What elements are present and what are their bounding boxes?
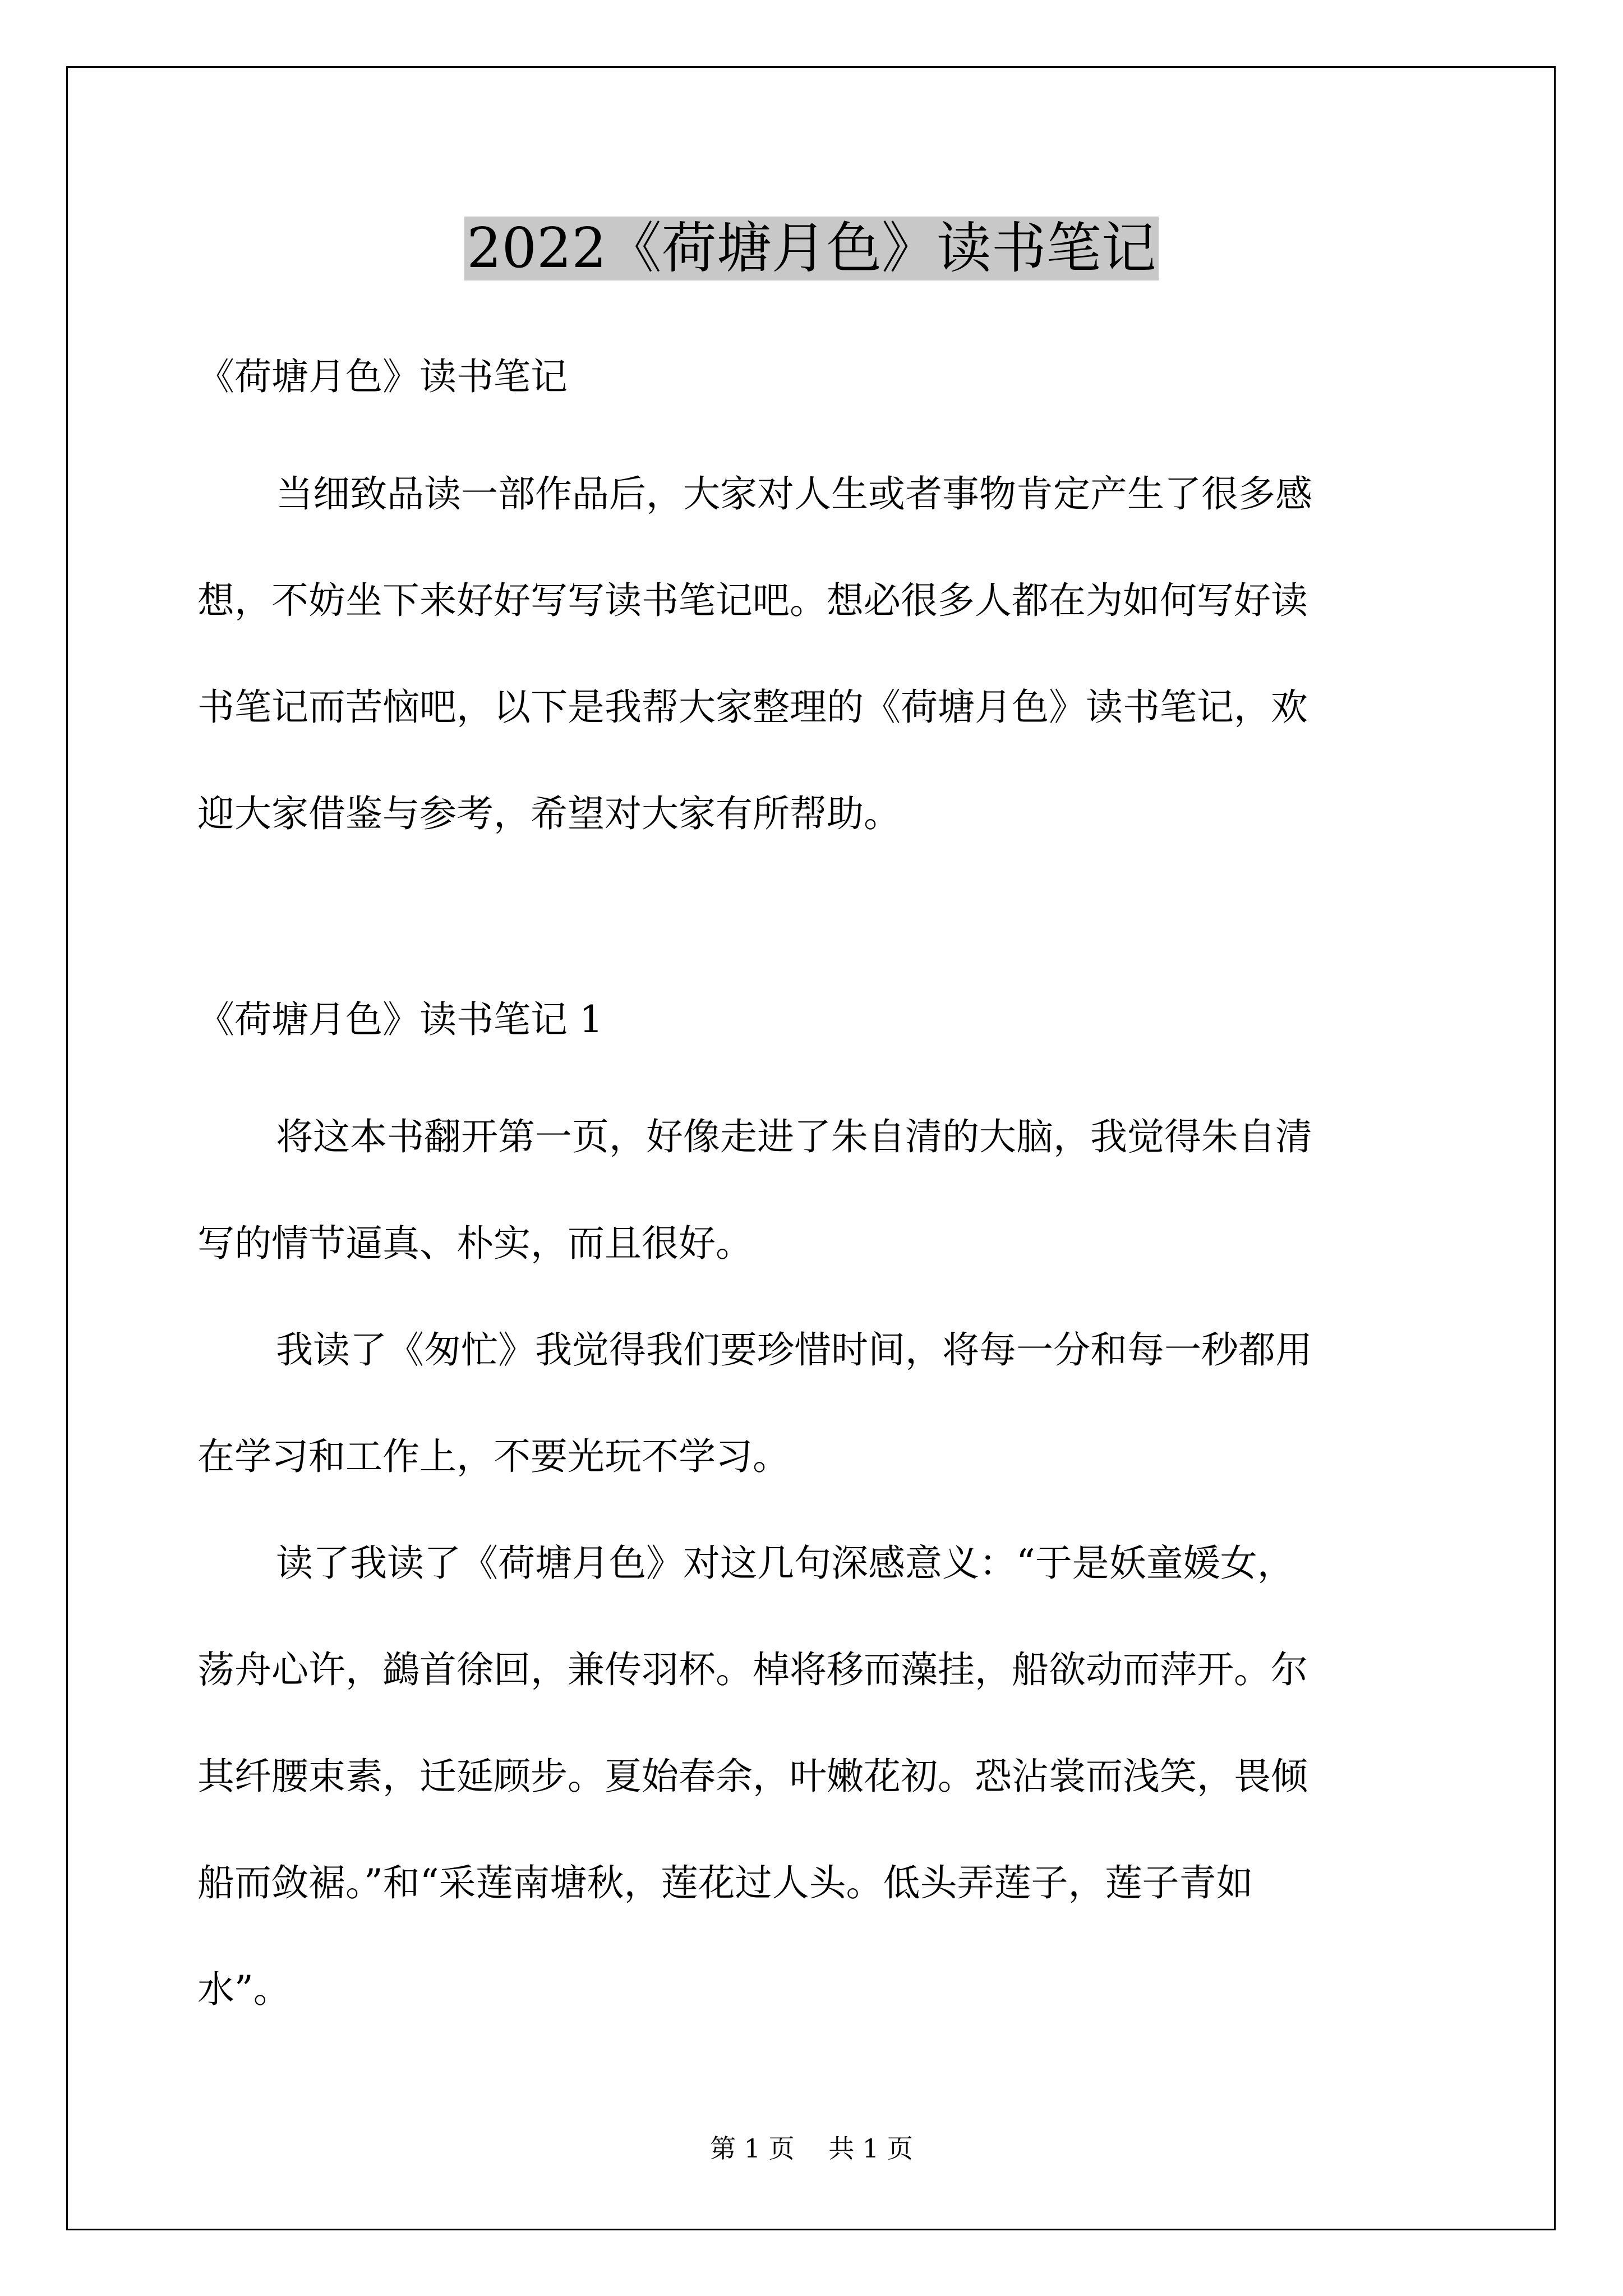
paragraph-line: 迎大家借鉴与参考，希望对大家有所帮助。 bbox=[197, 792, 901, 835]
paragraph-2 bbox=[197, 1297, 1429, 1510]
paragraph-line: 将这本书翻开第一页，好像走进了朱自清的大脑，我觉得朱自清 bbox=[276, 1115, 1312, 1158]
paragraph-line: 想，不妨坐下来好好写写读书笔记吧。想必很多人都在为如何写好读 bbox=[197, 579, 1308, 622]
intro-paragraph bbox=[197, 441, 1429, 867]
page-footer: 第 1 页 共 1 页 bbox=[710, 2133, 913, 2164]
paragraph-3 bbox=[197, 1510, 1429, 2043]
document-title bbox=[0, 206, 1623, 291]
paragraph-line: 书笔记而苦恼吧，以下是我帮大家整理的《荷塘月色》读书笔记，欢 bbox=[197, 685, 1308, 729]
paragraph-line: 水”。 bbox=[197, 1968, 291, 2011]
paragraph-line: 其纤腰束素，迁延顾步。夏始春余，叶嫩花初。恐沾裳而浅笑，畏倾 bbox=[197, 1755, 1308, 1798]
intro-heading: 《荷塘月色》读书笔记 bbox=[197, 355, 568, 398]
paragraph-line: 写的情节逼真、朴实，而且很好。 bbox=[197, 1222, 753, 1265]
paragraph-line: 荡舟心许，鷁首徐回，兼传羽杯。棹将移而藻挂，船欲动而萍开。尔 bbox=[197, 1648, 1308, 1691]
paragraph-line: 船而敛裾。”和“采莲南塘秋，莲花过人头。低头弄莲子，莲子青如 bbox=[197, 1861, 1253, 1904]
section-heading-1: 《荷塘月色》读书笔记 1 bbox=[197, 998, 603, 1041]
paragraph-line: 当细致品读一部作品后，大家对人生或者事物肯定产生了很多感 bbox=[276, 472, 1312, 516]
paragraph-1 bbox=[197, 1084, 1429, 1297]
paragraph-line: 读了我读了《荷塘月色》对这几句深感意义：“于是妖童媛女， bbox=[276, 1542, 1294, 1585]
paragraph-line: 在学习和工作上，不要光玩不学习。 bbox=[197, 1435, 790, 1478]
title-highlight: 2022《荷塘月色》读书笔记 bbox=[464, 217, 1158, 280]
paragraph-line: 我读了《匆忙》我觉得我们要珍惜时间，将每一分和每一秒都用 bbox=[276, 1328, 1312, 1372]
